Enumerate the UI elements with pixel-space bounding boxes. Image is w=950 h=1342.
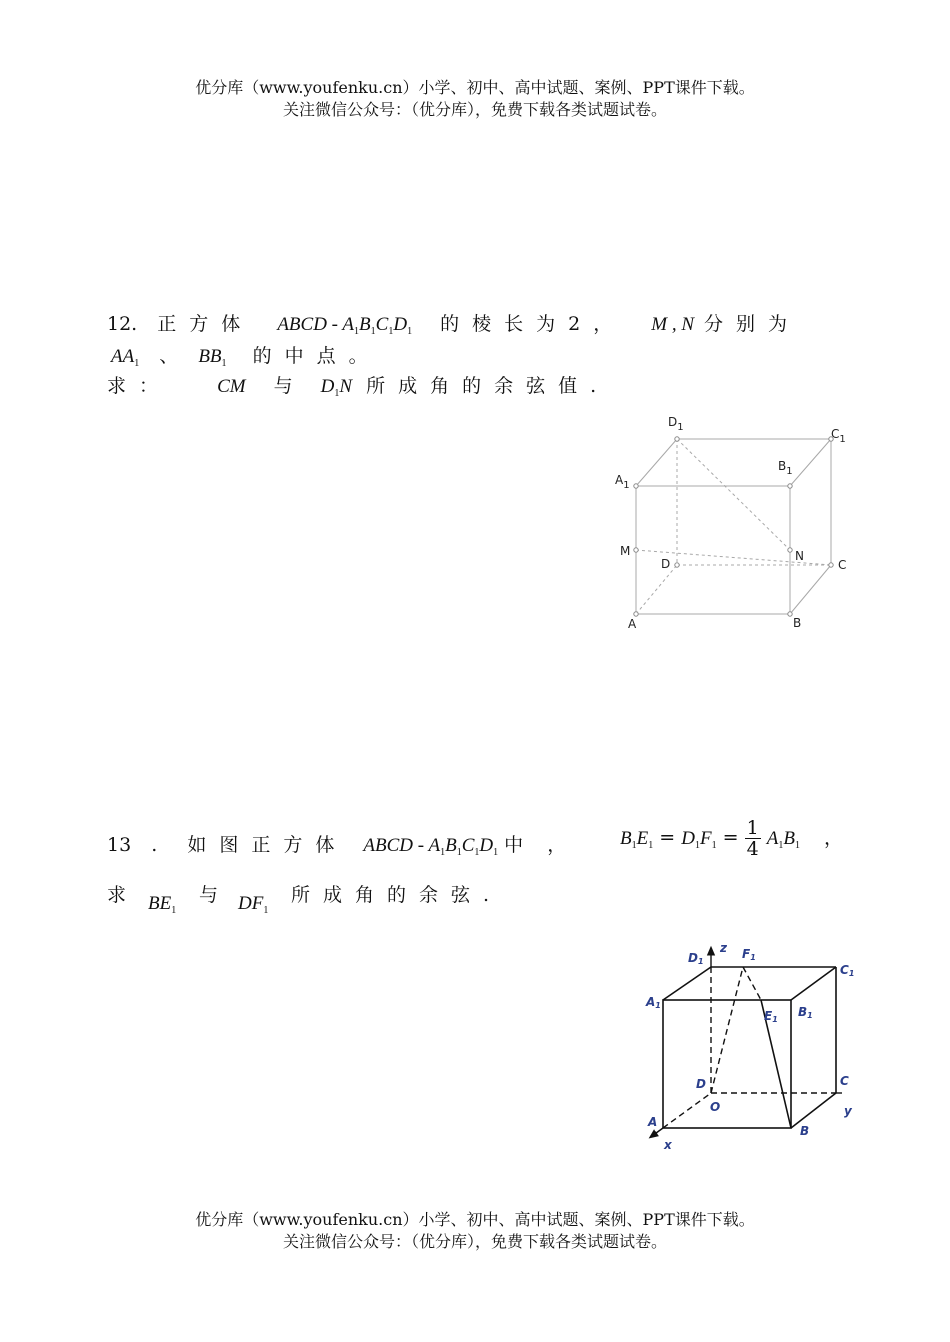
q12-line-3	[107, 371, 609, 399]
q12-cube-figure	[610, 410, 860, 635]
label-o: O	[710, 1100, 721, 1114]
q13-eq1: =	[659, 826, 676, 849]
label-a1: A1	[646, 995, 661, 1010]
label-n: N	[795, 549, 804, 563]
q13-yu: 与	[199, 884, 219, 906]
edge-a1-d1	[663, 967, 711, 1000]
q13-be1: $BE_1$	[148, 893, 177, 916]
q13-condition	[620, 818, 843, 859]
q12-text-a: 正方体	[157, 313, 254, 335]
q13-line-1	[107, 830, 566, 858]
q13-cube-name: ABCD - $A_1B_1C_1D_1$	[363, 835, 499, 858]
label-d: D	[696, 1077, 706, 1091]
label-c: C	[838, 558, 847, 572]
footer-line-2: 关注微信公众号：（优分库），免费下载各类试题试卷。	[282, 1232, 667, 1251]
q12-text-d: 的中点。	[252, 345, 381, 367]
q13-df1: $DF_1$	[238, 893, 269, 916]
point-d	[675, 563, 679, 567]
label-c1: C1	[840, 963, 855, 978]
q13-be1-wrap	[148, 892, 176, 916]
q12-line-2	[111, 341, 381, 369]
point-a1	[634, 484, 638, 488]
point-b	[788, 612, 792, 616]
q12-sep: 、	[159, 345, 179, 367]
q12-cm: CM	[217, 376, 246, 397]
edge-b1-c1	[790, 439, 831, 486]
label-b: B	[800, 1124, 810, 1138]
label-y: y	[844, 1104, 852, 1118]
q12-aa1: $AA_1$	[111, 346, 140, 369]
label-z: z	[720, 941, 727, 955]
label-a1: $A_1$	[615, 473, 630, 491]
axis-x-arrow	[652, 1128, 663, 1136]
edge-a-d	[636, 565, 677, 614]
q12-bb1: $BB_1$	[198, 346, 227, 369]
q13-cube-figure	[640, 940, 870, 1155]
label-c1: $C_1$	[831, 427, 846, 445]
q12-ask: 求：	[107, 375, 172, 397]
q13-line-2	[107, 880, 126, 907]
label-f1: F1	[742, 947, 756, 962]
label-m: M	[620, 544, 631, 558]
q13-text-a: 如图正方体	[187, 834, 348, 856]
q12-d1n: $D_1N$	[320, 376, 353, 399]
q12-text-b: 的棱长为2，	[440, 313, 626, 335]
q13-dot: .	[151, 834, 158, 856]
point-m	[634, 548, 638, 552]
q13-fraction: $\frac{1}{4}$	[746, 817, 759, 860]
label-b: B	[793, 616, 802, 630]
q13-eq2: =	[722, 826, 739, 849]
q13-text-b: 所成角的余弦.	[291, 884, 503, 906]
label-b1: B1	[798, 1005, 813, 1020]
label-a: A	[648, 1115, 658, 1129]
q13-d1f1: $D_1F_1$	[681, 827, 717, 851]
q12-mn: M , N	[651, 314, 694, 335]
q13-number: 13	[107, 834, 132, 856]
header-line-2: 关注微信公众号：（优分库），免费下载各类试题试卷。	[282, 100, 667, 119]
segment-d1-n	[677, 439, 790, 550]
point-d1	[675, 437, 679, 441]
q13-text-b-wrap	[291, 880, 502, 907]
edge-a-d	[663, 1093, 711, 1128]
label-x: x	[664, 1138, 672, 1152]
q12-yu: 与	[273, 375, 293, 397]
label-d: D	[661, 557, 671, 571]
footer-line-1: 优分库（www.youfenku.cn）小学、初中、高中试题、案例、PPT课件下载。	[195, 1210, 755, 1229]
q13-zhong: 中	[504, 834, 524, 856]
q13-comma2: ，	[824, 826, 844, 849]
q13-ask: 求	[107, 884, 127, 906]
header-line-1: 优分库（www.youfenku.cn）小学、初中、高中试题、案例、PPT课件下载。	[195, 78, 755, 97]
point-c	[829, 563, 833, 567]
edge-b-c	[790, 565, 831, 614]
label-a: A	[628, 617, 637, 631]
segment-d-f1	[711, 967, 743, 1093]
q12-text-c: 分别为	[704, 313, 801, 335]
q13-comma: ，	[547, 834, 567, 856]
point-b1	[788, 484, 792, 488]
q12-line-1	[107, 309, 800, 337]
q13-yu-wrap	[199, 880, 218, 907]
segment-f1-e1	[743, 967, 761, 1000]
edge-a1-d1	[636, 439, 677, 486]
q12-text-e: 所成角的余弦值.	[366, 375, 610, 397]
q12-number: 12.	[107, 313, 138, 335]
point-n	[788, 548, 792, 552]
edge-b-c	[791, 1093, 836, 1128]
label-c: C	[840, 1074, 849, 1088]
q13-df1-wrap	[238, 892, 268, 916]
label-d1: D1	[688, 951, 704, 966]
label-e1: E1	[764, 1009, 778, 1024]
q12-cube-name: ABCD - $A_1B_1C_1D_1$	[277, 314, 413, 337]
edge-b1-c1	[791, 967, 836, 1000]
label-b1: $B_1$	[778, 459, 793, 477]
q13-b1e1: $B_1E_1$	[620, 827, 654, 851]
point-a	[634, 612, 638, 616]
label-d1: $D_1$	[668, 415, 684, 433]
q13-a1b1: $A_1B_1$	[766, 827, 800, 851]
